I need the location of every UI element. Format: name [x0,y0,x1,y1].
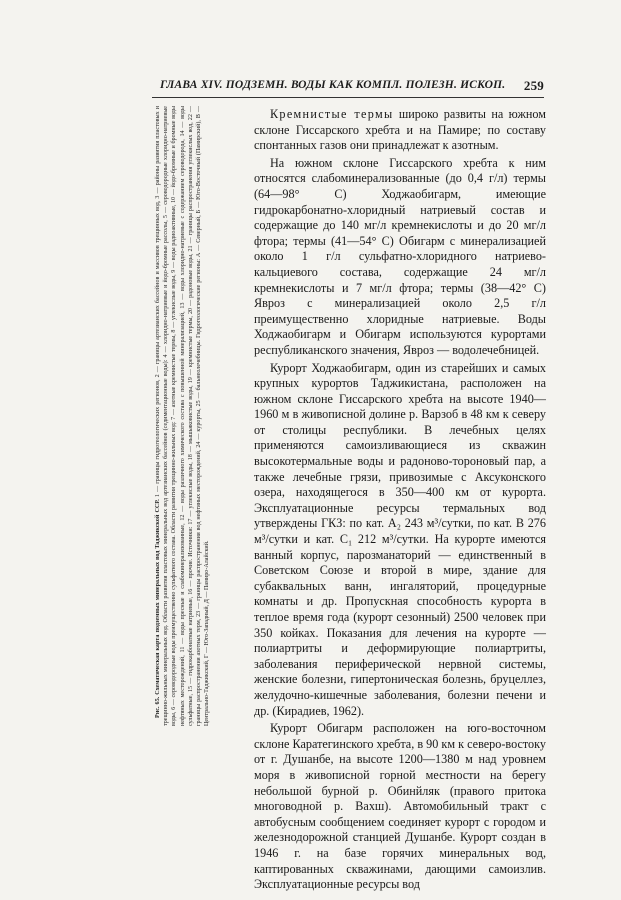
caption-body: 1 — границы гидрогеологических регионов, 2 — границы артезианских бассейнов и массивов трещинных вод, 3 — районы развития пластовых и трещинно-жильных минеральных вод. Области развития пластовых минеральных вод артезианских бассейнов (седиментационные воды): 4 — хлоридно-натриевые и йодо-бромные рассолы, 5 — сероводородные хлоридно-натриевые воды, 6 — сероводородные воды преимущественно сульфатного состава. Области развития трещинно-жильных вод: 7 — азотные кремнистые термы, 8 — углекислые воды, 9 — воды радиоактивные, 10 — йодо-бромные и бромные воды нефтяных месторождений, 11 — воды пресные и слабоминерализованные, 12 — воды различного химического состава с повышенной минерализацией, 13 — воды хлоридно-натриевые с содержанием сероводорода, 14 — воды сульфатные, 15 — гидрокарбонатные натриевые, 16 — прочие. Источники: 17 — углекислые воды, 18 — мышьяковистые воды, 19 — кремнистые термы, 20 — радоновые воды, 21 — границы распространения углекислых вод, 22 — границы распространения азотных терм, 23 — границы распространения вод нефтяных месторождений, 24 — курорты, 25 — бальнеолечебницы. Гидрогеологические регионы: А — Северный, Б — Юго-Восточный (Памирский), В — Центрально-Таджикский, Г — Юго-Западный, Д — Памиро-Алайский. [155,105,211,726]
paragraph-text: Курорт Обигарм расположен на юго-восточном склоне Каратегинского хребта, в 90 км к северо-востоку от г. Душанбе, на высоте 1200—1380 м над уровнем моря в живописной горной местности на берегу небольшой бурной р. Обинйляк (правого притока многоводной р. Вахш). Автомобильный тракт с автобусным сообщением соединяет курорт с городом и железнодорожной станцией Душанбе. Курорт создан в 1946 г. на базе горячих минеральных вод, каптированных скважинами, дающими самоизлив. Эксплуатационные ресурсы вод [254,721,546,892]
chapter-title: ГЛАВА XIV. ПОДЗЕМН. ВОДЫ КАК КОМПЛ. ПОЛЕЗН. ИСКОП. [160,79,506,91]
page-number: 259 [523,78,544,93]
paragraph [254,156,546,359]
figure-caption-block [154,106,236,730]
paragraph-text: На южном склоне Гиссарского хребта к ним относятся слабоминерализованные (до 0,4 г/л) термы (64—98° С) Ходжаобигарм, имеющие гидрокарбонатно-хлоридный натриевый состав и содержащие до 140 мг/л кремнекислоты и до 20 мг/л фтора; термы (41—54° С) Обигарм с минерализацией около 1 г/л сульфатно-хлоридного натриево-кальциевого состава, содержащие 24 мг/л кремнекислоты и 7 мг/л фтора; термы (38—42° С) Явроз с минерализацией около 2,5 г/л преимущественно хлоридные натриевые. Воды Ходжаобигарм и Обигарм используются курортами республиканского значения, Явроз — водолечебницей. [254,155,546,357]
running-header [150,76,544,98]
figure-caption [154,106,236,726]
paragraph [254,721,546,893]
paragraph-text: широко развиты на южном склоне Гиссарского хребта и на Памире; по составу спонтанных газов они принадлежат к азотным. [254,107,546,153]
paragraph [254,361,546,720]
paragraph-text: Курорт Ходжаобигарм, один из старейших и самых крупных курортов Таджикистана, расположен на южном склоне Гиссарского хребта на высоте 1940—1960 м в живописной долине р. Варзоб в 48 км к северу от столицы республики. В лечебных целях применяются самоизливающиеся из скважин высокотермальные воды и радоново-тороновый пар, а также лечебные грязи, привозимые с Аксуконского озера, находящегося в 350—400 км от курорта. Эксплуатационные ресурсы термальных вод утверждены ГКЗ: по кат. A₂ 243 м³/сутки, по кат. B 276 м³/сутки и кат. C₁ 212 м³/сутки. На курорте имеются ванный корпус, парозманаторий — единственный в Советском Союзе и второй в мире, здание для субаквальных ванн, ингаляторий, процедурные комнаты и др. Пропускная способность курорта в теплое время года (курорт сезонный) 2500 человек при 350 койках. Показания для лечения на курорте — полиартриты и деформирующие полиартриты, заболевания периферической нервной системы, женские болезни, гипертоническая болезнь, бруцеллез, желудочно-кишечные заболевания, болезни печени и др. (Кирадиев, 1962). [254,360,546,718]
header-rule [152,97,544,98]
text-column [254,107,546,892]
caption-title: Рис. 65. Схематическая карта подземных минеральных вод Таджикской ССР. [155,499,161,718]
paragraph-lead: Кремнистые термы [270,107,394,121]
paragraph [254,107,546,154]
